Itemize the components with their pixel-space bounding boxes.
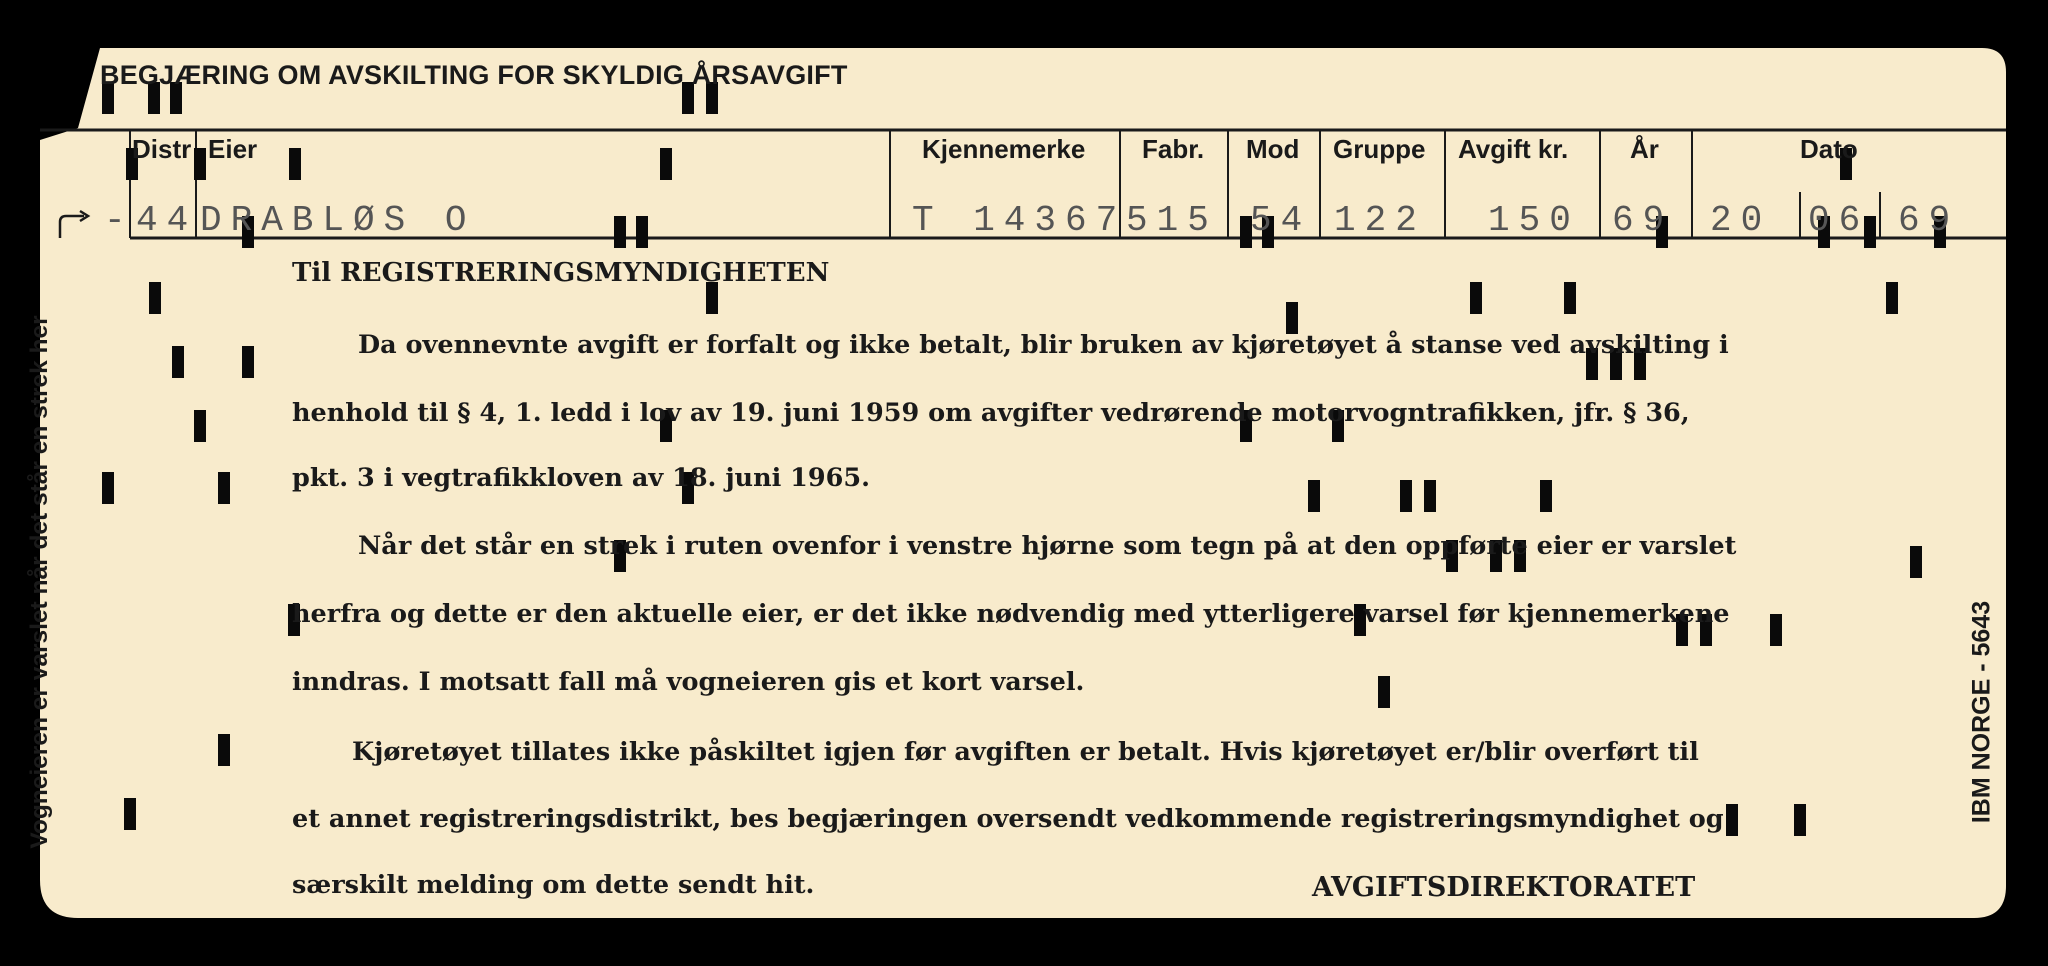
body-line-9: særskilt melding om dette sendt hit. bbox=[292, 870, 815, 900]
field-mod: 54 bbox=[1250, 200, 1312, 241]
field-kjennemerke: T 14367 bbox=[912, 200, 1127, 241]
form-number: IBM NORGE - 5643 bbox=[1967, 600, 1996, 824]
punch-hole bbox=[1564, 282, 1576, 314]
col-ar: År bbox=[1630, 134, 1659, 164]
punch-hole bbox=[1726, 804, 1738, 836]
punch-hole bbox=[102, 472, 114, 504]
col-mod: Mod bbox=[1246, 134, 1300, 164]
body-line-1: Da ovennevnte avgift er forfalt og ikke betalt, blir bruken av kjøretøyet å stanse ved avskilting i bbox=[358, 330, 1729, 360]
col-distr: Distr bbox=[132, 134, 192, 164]
punch-hole bbox=[242, 346, 254, 378]
punch-hole bbox=[1470, 282, 1482, 314]
body-line-7: Kjøretøyet tillates ikke påskiltet igjen før avgiften er betalt. Hvis kjøretøyet er/blir overført til bbox=[352, 737, 1699, 767]
punch-hole bbox=[149, 282, 161, 314]
col-eier: Eier bbox=[208, 134, 258, 164]
punch-hole bbox=[194, 148, 206, 180]
field-distr: 44 bbox=[136, 200, 198, 241]
punch-hole bbox=[172, 346, 184, 378]
col-dato: Dato bbox=[1800, 134, 1858, 164]
punch-hole bbox=[1910, 546, 1922, 578]
field-avgift: 150 bbox=[1488, 200, 1580, 241]
field-fabr: 515 bbox=[1126, 200, 1218, 241]
punch-hole bbox=[218, 472, 230, 504]
punch-hole bbox=[1400, 480, 1412, 512]
punch-hole bbox=[289, 148, 301, 180]
punch-hole bbox=[1424, 480, 1436, 512]
body-line-2: henhold til § 4, 1. ledd i lov av 19. juni 1959 om avgifter vedrørende motorvogntrafikken, jfr. § 36, bbox=[292, 398, 1690, 428]
body-line-8: et annet registreringsdistrikt, bes begjæringen oversendt vedkommende registreringsmyndighet og bbox=[292, 804, 1724, 834]
field-dato-month: 06 bbox=[1808, 200, 1870, 241]
field-gruppe: 122 bbox=[1334, 200, 1426, 241]
punch-hole bbox=[1308, 480, 1320, 512]
field-dato-year: 69 bbox=[1898, 200, 1960, 241]
col-fabr: Fabr. bbox=[1142, 134, 1205, 164]
body-line-3: pkt. 3 i vegtrafikkloven av 18. juni 1965. bbox=[292, 463, 871, 493]
col-gruppe: Gruppe bbox=[1333, 134, 1426, 164]
punch-hole bbox=[1886, 282, 1898, 314]
field-eier: DRABLØS O bbox=[200, 200, 476, 241]
side-note: Vogneieren er varslet når det står en strek her bbox=[26, 315, 53, 849]
punch-hole bbox=[636, 216, 648, 248]
body-line-5: herfra og dette er den aktuelle eier, er det ikke nødvendig med ytterligere varsel før kjennemerkene bbox=[292, 599, 1730, 629]
col-kjennemerke: Kjennemerke bbox=[922, 134, 1086, 164]
field-prefix: - bbox=[104, 200, 135, 241]
punch-hole bbox=[124, 798, 136, 830]
punch-hole bbox=[614, 216, 626, 248]
punch-hole bbox=[1770, 614, 1782, 646]
punch-hole bbox=[660, 148, 672, 180]
body-line-6: inndras. I motsatt fall må vogneieren gis et kort varsel. bbox=[292, 667, 1085, 697]
col-avgift: Avgift kr. bbox=[1458, 134, 1569, 164]
field-ar: 69 bbox=[1612, 200, 1674, 241]
signature: AVGIFTSDIREKTORATET bbox=[1312, 872, 1696, 903]
punch-hole bbox=[194, 410, 206, 442]
heading: Til REGISTRERINGSMYNDIGHETEN bbox=[292, 258, 830, 288]
punch-hole bbox=[1794, 804, 1806, 836]
punch-hole bbox=[1378, 676, 1390, 708]
card-title: BEGJÆRING OM AVSKILTING FOR SKYLDIG ÅRSAVGIFT bbox=[100, 60, 848, 90]
punch-hole bbox=[218, 734, 230, 766]
punch-hole bbox=[1540, 480, 1552, 512]
body-line-4: Når det står en strek i ruten ovenfor i venstre hjørne som tegn på at den oppførte eier er varslet bbox=[358, 531, 1737, 561]
field-dato-day: 20 bbox=[1710, 200, 1772, 241]
